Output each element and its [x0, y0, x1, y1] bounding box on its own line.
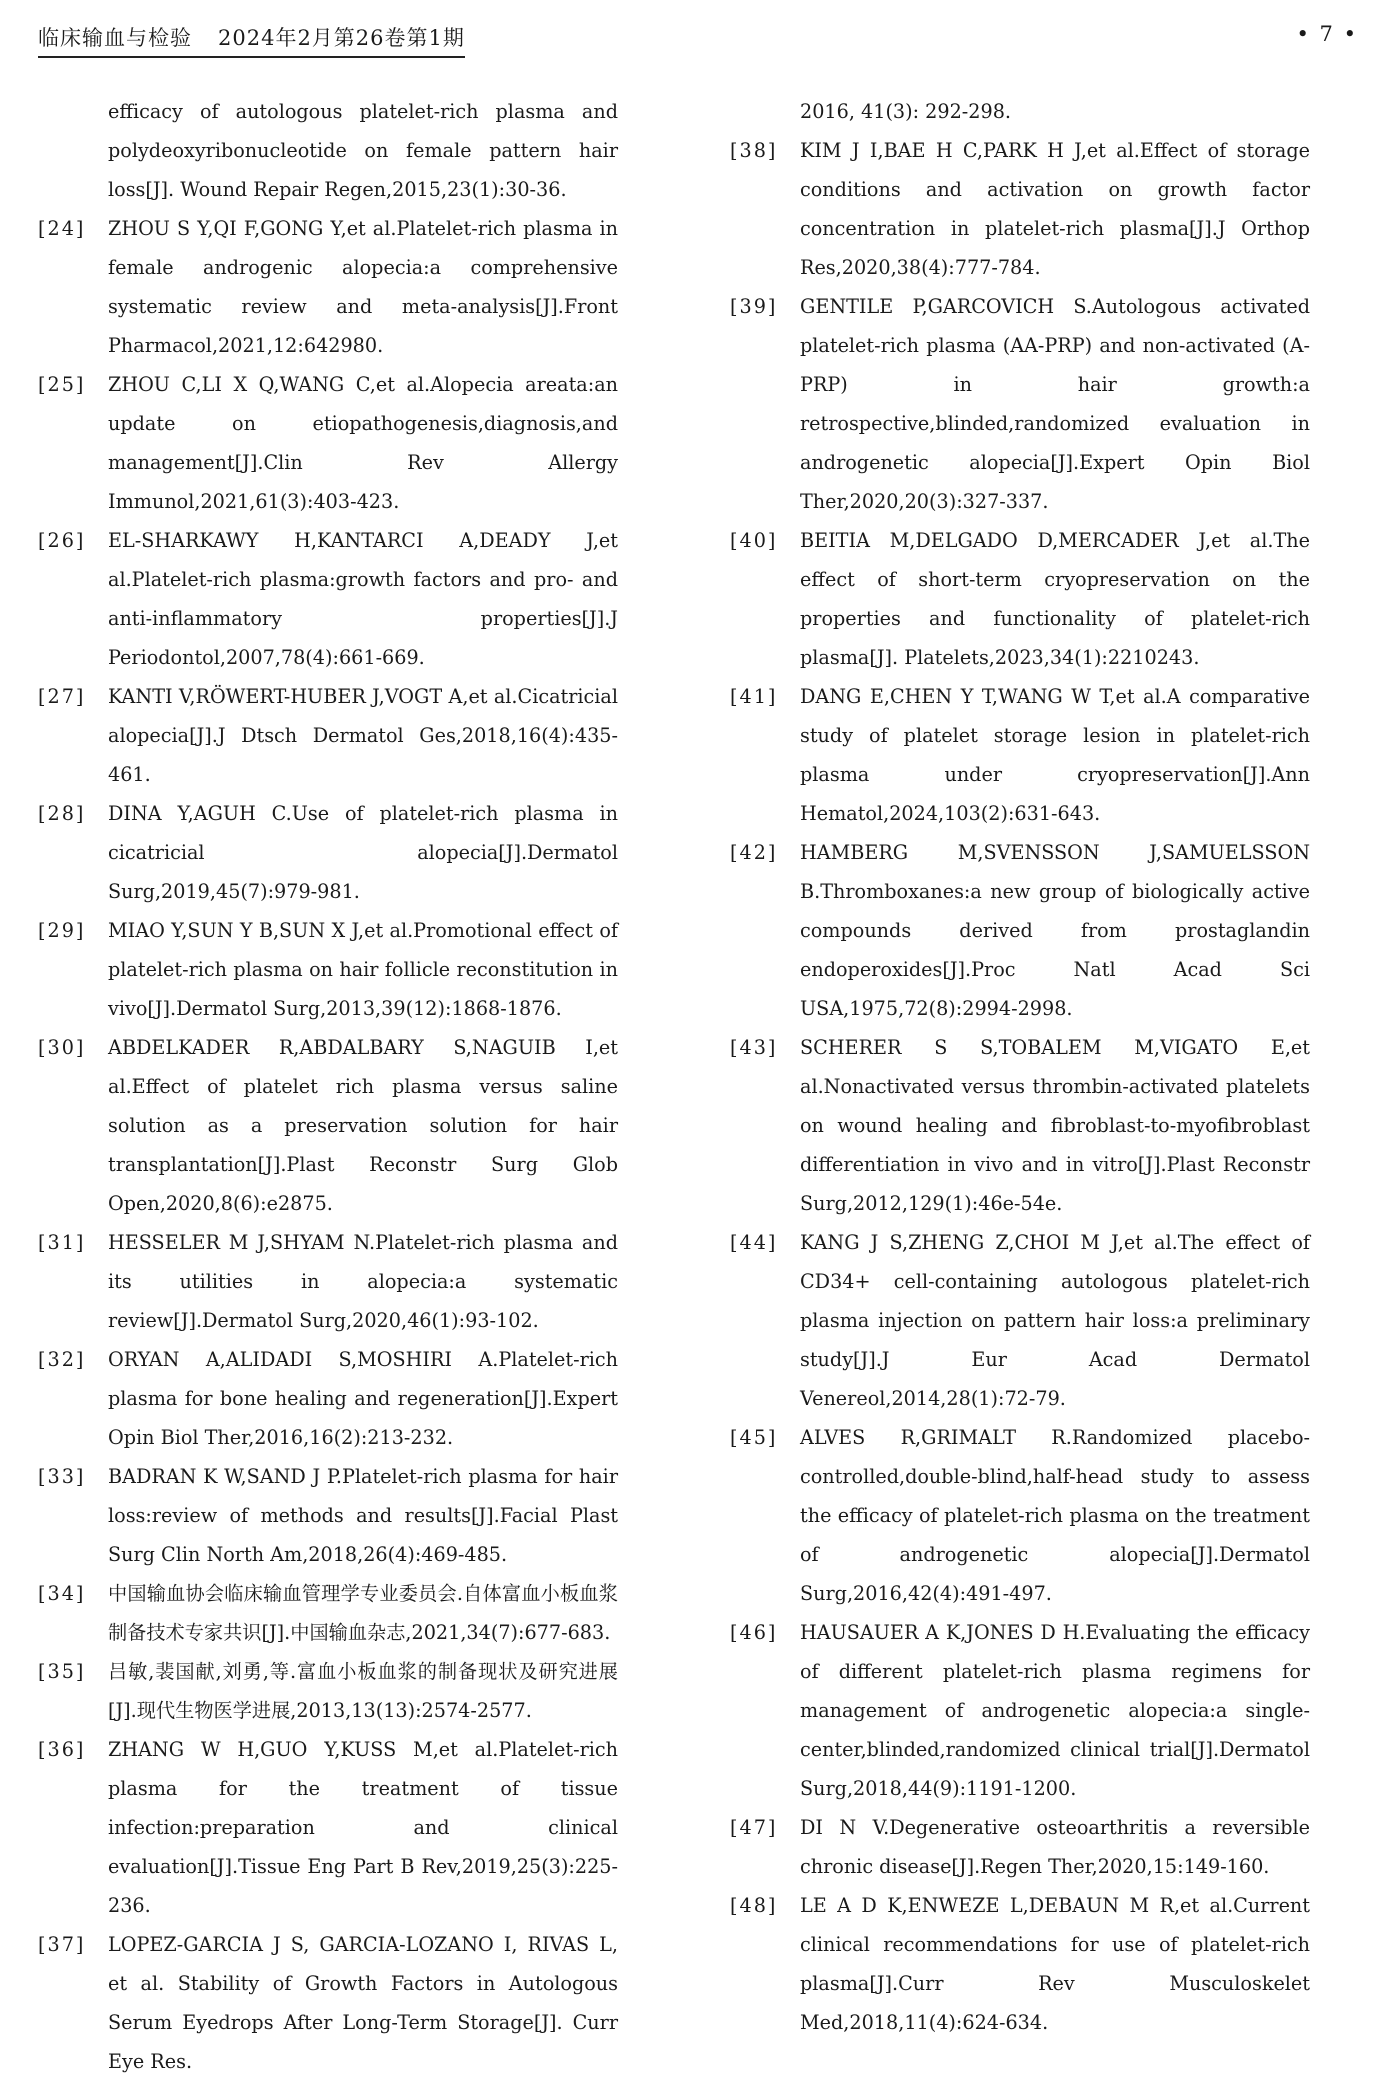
reference-entry: [38, 521, 618, 677]
reference-continuation: [730, 92, 1310, 131]
reference-entry: [38, 1028, 618, 1223]
reference-number: [45]: [730, 1426, 778, 1449]
reference-entry: [38, 1457, 618, 1574]
reference-number: [35]: [38, 1660, 86, 1683]
reference-number: [39]: [730, 295, 778, 318]
reference-entry: [38, 794, 618, 911]
reference-text: LE A D K,ENWEZE L,DEBAUN M R,et al.Current clinical recommendations for use of platelet-rich plasma[J].Curr Rev Musculoskelet Med,2018,11(4):624-634.: [800, 1894, 1310, 2034]
reference-text: DI N V.Degenerative osteoarthritis a reversible chronic disease[J].Regen Ther,2020,15:149-160.: [800, 1816, 1310, 1878]
reference-entry: [730, 1418, 1310, 1613]
reference-number: [30]: [38, 1036, 86, 1059]
reference-number: [44]: [730, 1231, 778, 1254]
reference-number: [46]: [730, 1621, 778, 1644]
reference-text: 中国输血协会临床输血管理学专业委员会.自体富血小板血浆制备技术专家共识[J].中国输血杂志,2021,34(7):677-683.: [108, 1582, 618, 1644]
reference-text: ZHANG W H,GUO Y,KUSS M,et al.Platelet-rich plasma for the treatment of tissue infection:preparation and clinical evaluation[J].Tissue Eng Part B Rev,2019,25(3):225-236.: [108, 1738, 618, 1917]
journal-header: [38, 22, 465, 58]
reference-number: [40]: [730, 529, 778, 552]
reference-entry: [730, 287, 1310, 521]
reference-entry: [38, 1925, 618, 2081]
reference-entry: [730, 1028, 1310, 1223]
reference-entry: [38, 209, 618, 365]
reference-entry: [38, 1730, 618, 1925]
reference-text: ZHOU S Y,QI F,GONG Y,et al.Platelet-rich plasma in female androgenic alopecia:a comprehensive systematic review and meta-analysis[J].Front Pharmacol,2021,12:642980.: [108, 217, 618, 357]
reference-text: 吕敏,裴国献,刘勇,等.富血小板血浆的制备现状及研究进展[J].现代生物医学进展,2013,13(13):2574-2577.: [108, 1660, 618, 1722]
reference-entry: [730, 1223, 1310, 1418]
reference-column-left: [38, 92, 618, 2081]
reference-entry: [730, 521, 1310, 677]
reference-text: ZHOU C,LI X Q,WANG C,et al.Alopecia areata:an update on etiopathogenesis,diagnosis,and management[J].Clin Rev Allergy Immunol,2021,61(3):403-423.: [108, 373, 618, 513]
reference-text: SCHERER S S,TOBALEM M,VIGATO E,et al.Nonactivated versus thrombin-activated platelets on wound healing and fibroblast-to-myofibroblast differentiation in vivo and in vitro[J].Plast Reconstr Surg,2012,129(1):46e-54e.: [800, 1036, 1310, 1215]
reference-text: KIM J I,BAE H C,PARK H J,et al.Effect of storage conditions and activation on growth factor concentration in platelet-rich plasma[J].J Orthop Res,2020,38(4):777-784.: [800, 139, 1310, 279]
reference-number: [29]: [38, 919, 86, 942]
journal-name: 临床输血与检验: [38, 26, 192, 50]
reference-text: ABDELKADER R,ABDALBARY S,NAGUIB I,et al.Effect of platelet rich plasma versus saline solution as a preservation solution for hair transplantation[J].Plast Reconstr Surg Glob Open,2020,8(6):e2875.: [108, 1036, 618, 1215]
reference-text: efficacy of autologous platelet-rich plasma and polydeoxyribonucleotide on female pattern hair loss[J]. Wound Repair Regen,2015,23(1):30-36.: [108, 100, 618, 201]
reference-number: [36]: [38, 1738, 86, 1761]
reference-entry: [38, 1223, 618, 1340]
reference-entry: [38, 1652, 618, 1730]
reference-text: KANTI V,RÖWERT-HUBER J,VOGT A,et al.Cicatricial alopecia[J].J Dtsch Dermatol Ges,2018,16(4):435-461.: [108, 685, 618, 786]
reference-text: BEITIA M,DELGADO D,MERCADER J,et al.The effect of short-term cryopreservation on the properties and functionality of platelet-rich plasma[J]. Platelets,2023,34(1):2210243.: [800, 529, 1310, 669]
reference-entry: [38, 1340, 618, 1457]
reference-entry: [730, 833, 1310, 1028]
reference-entry: [730, 1886, 1310, 2042]
reference-text: ALVES R,GRIMALT R.Randomized placebo-controlled,double-blind,half-head study to assess the efficacy of platelet-rich plasma on the treatment of androgenetic alopecia[J].Dermatol Surg,2016,42(4):491-497.: [800, 1426, 1310, 1605]
reference-number: [34]: [38, 1582, 86, 1605]
page-header: [38, 22, 1358, 54]
reference-entry: [730, 131, 1310, 287]
reference-text: LOPEZ-GARCIA J S, GARCIA-LOZANO I, RIVAS L, et al. Stability of Growth Factors in Autologous Serum Eyedrops After Long-Term Storage[J]. Curr Eye Res.: [108, 1933, 618, 2073]
reference-entry: [730, 677, 1310, 833]
reference-number: [27]: [38, 685, 86, 708]
reference-text: HAUSAUER A K,JONES D H.Evaluating the efficacy of different platelet-rich plasma regimens for management of androgenetic alopecia:a single-center,blinded,randomized clinical trial[J].Dermatol Surg,2018,44(9):1191-1200.: [800, 1621, 1310, 1800]
reference-entry: [38, 1574, 618, 1652]
reference-number: [41]: [730, 685, 778, 708]
reference-number: [33]: [38, 1465, 86, 1488]
reference-number: [31]: [38, 1231, 86, 1254]
reference-text: KANG J S,ZHENG Z,CHOI M J,et al.The effect of CD34+ cell-containing autologous platelet-rich plasma injection on pattern hair loss:a preliminary study[J].J Eur Acad Dermatol Venereol,2014,28(1):72-79.: [800, 1231, 1310, 1410]
reference-continuation: [38, 92, 618, 209]
reference-text: EL-SHARKAWY H,KANTARCI A,DEADY J,et al.Platelet-rich plasma:growth factors and pro- and anti-inflammatory properties[J].J Periodontol,2007,78(4):661-669.: [108, 529, 618, 669]
reference-text: ORYAN A,ALIDADI S,MOSHIRI A.Platelet-rich plasma for bone healing and regeneration[J].Expert Opin Biol Ther,2016,16(2):213-232.: [108, 1348, 618, 1449]
reference-number: [38]: [730, 139, 778, 162]
page-number: • 7 •: [1296, 22, 1358, 46]
reference-number: [26]: [38, 529, 86, 552]
reference-text: HAMBERG M,SVENSSON J,SAMUELSSON B.Thromboxanes:a new group of biologically active compounds derived from prostaglandin endoperoxides[J].Proc Natl Acad Sci USA,1975,72(8):2994-2998.: [800, 841, 1310, 1020]
reference-text: DANG E,CHEN Y T,WANG W T,et al.A comparative study of platelet storage lesion in platelet-rich plasma under cryopreservation[J].Ann Hematol,2024,103(2):631-643.: [800, 685, 1310, 825]
reference-column-right: [730, 92, 1310, 2042]
reference-entry: [38, 677, 618, 794]
reference-entry: [38, 365, 618, 521]
reference-text: BADRAN K W,SAND J P.Platelet-rich plasma for hair loss:review of methods and results[J].Facial Plast Surg Clin North Am,2018,26(4):469-485.: [108, 1465, 618, 1566]
reference-entry: [38, 911, 618, 1028]
reference-text: 2016, 41(3): 292-298.: [800, 100, 1012, 123]
reference-number: [24]: [38, 217, 86, 240]
reference-entry: [730, 1613, 1310, 1808]
reference-text: GENTILE P,GARCOVICH S.Autologous activated platelet-rich plasma (AA-PRP) and non-activated (A-PRP) in hair growth:a retrospective,blinded,randomized evaluation in androgenetic alopecia[J].Expert Opin Biol Ther,2020,20(3):327-337.: [800, 295, 1310, 513]
reference-text: DINA Y,AGUH C.Use of platelet-rich plasma in cicatricial alopecia[J].Dermatol Surg,2019,45(7):979-981.: [108, 802, 618, 903]
reference-number: [48]: [730, 1894, 778, 1917]
reference-number: [37]: [38, 1933, 86, 1956]
reference-text: HESSELER M J,SHYAM N.Platelet-rich plasma and its utilities in alopecia:a systematic review[J].Dermatol Surg,2020,46(1):93-102.: [108, 1231, 618, 1332]
reference-text: MIAO Y,SUN Y B,SUN X J,et al.Promotional effect of platelet-rich plasma on hair follicle reconstitution in vivo[J].Dermatol Surg,2013,39(12):1868-1876.: [108, 919, 618, 1020]
issue-info: 2024年2月第26卷第1期: [218, 26, 465, 50]
reference-number: [32]: [38, 1348, 86, 1371]
reference-entry: [730, 1808, 1310, 1886]
reference-number: [42]: [730, 841, 778, 864]
reference-number: [47]: [730, 1816, 778, 1839]
reference-number: [28]: [38, 802, 86, 825]
reference-number: [43]: [730, 1036, 778, 1059]
reference-number: [25]: [38, 373, 86, 396]
